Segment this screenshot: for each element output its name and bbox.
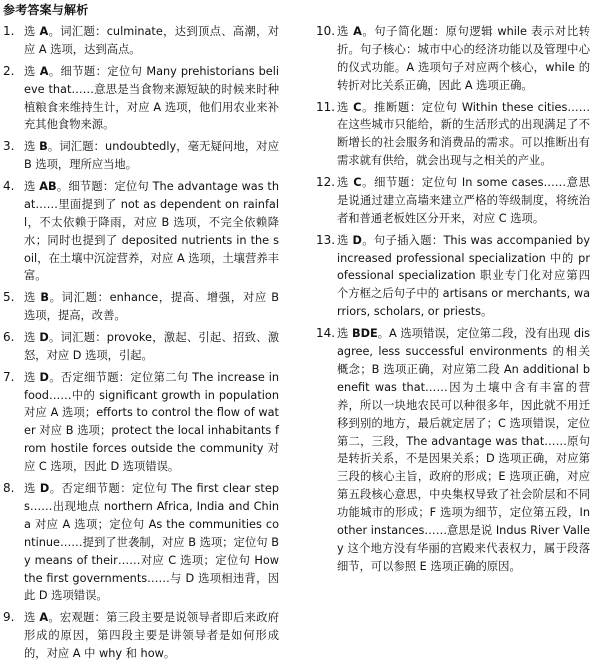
answer-number: 6. [3,329,15,344]
answer-text: 。推断题：定位句 Within these cities……在这些城市只能给，新的生活形式的出现满足了不断增长的社会服务和消费品的需求。可以推断出有需求就有供给，就会出现与之相关的产业。 [337,100,590,168]
answer-item [3,63,279,135]
answer-number: 10. [316,24,336,38]
answer-text: 。词汇题：enhance，提高、增强，对应 B 选项，提高，改善。 [24,291,280,323]
answer-choice: C [353,100,362,114]
answer-prefix: 选 [24,25,40,38]
answer-text: 。宏观题：第三段主要是说领导者即后来政府形成的原因，第四段主要是讲领导者是如何形成的，对应 A 中 why 和 how。 [24,611,279,661]
answer-explanation [24,138,279,174]
answer-number: 4. [3,178,15,193]
answer-item [316,174,590,228]
answer-prefix: 选 [24,481,40,495]
answer-explanation [24,63,279,135]
answer-prefix: 选 [24,330,40,344]
answer-text: 。否定细节题：定位第二句 The increase in food……中的 significant growth in population 对应 A 选项；efforts to control the flow of water 对应 B 选项；protect the local inhabitants from hostile forces outside the community 对应 C 选项，因此 D 选项错误。 [24,370,279,474]
answer-text: 。细节题：定位句 The advantage was that……里面提到了 not as dependent on rainfall，不太依赖于降雨，对应 B 选项，不完全依赖降水；同时也提到了 deposited nutrients in the soil，在土壤中沉淀营养，对应 A 选项，土壤营养丰富。 [24,179,279,283]
answer-text: 。细节题：定位句 Many prehistorians believe that……意思是当食物来源短缺的时候来时种植粮食来维持生计，对应 A 选项，他们用农业来补充其他食物来源。 [24,64,280,132]
answer-explanation [337,325,590,576]
answer-prefix: 选 [24,64,40,78]
answer-number: 3. [3,139,15,154]
answer-choice: A [39,64,49,78]
answer-prefix: 选 [24,370,40,384]
answer-explanation [24,609,279,663]
answer-text: 。A 选项错误，定位第二段，没有出现 disagree, less successful environments 的相关概念；B 选项正确，对应第二段 An additional benefit was that……因为土壤中含有丰富的营养，所以一块地农民可以种很多年，因此就不用迁移到别的地方，最后就定居了；C 选项错误，定位第二，三段，The advantage was that……原句是转折关系，不是因果关系；D 选项正确，对应第三段的核心主旨，政府的形成；E 选项正确，对应第五段核心意思，中央集权导致了社会阶层和不同功能城市的形成；F 选项为细节，定位第五段，In other instances……意思是说 Indus River Valley 这个地方没有华丽的宫殿来代表权力，属于段落细节，可以参照 E 选项正确的原因。 [337,327,591,573]
left-column [3,23,279,667]
answer-item [3,609,279,663]
answer-item [3,369,279,476]
answer-item [316,23,590,95]
answer-number: 11. [316,99,336,114]
answer-item [3,138,279,174]
answer-choice: B [40,291,49,305]
answer-text: 。句子简化题：原句逻辑 while 表示对比转折。句子核心：城市中心的经济功能以及管理中心的仪式功能。A 选项句子对应两个核心，while 的转折对比关系正确，因此 A 选项正确。 [337,25,591,92]
answer-choice: B [39,140,48,154]
answer-prefix: 选 [24,179,40,193]
answer-prefix: 选 [24,611,40,625]
answer-item [316,99,590,171]
answer-text: 。否定细节题：定位句 The first clear steps……出现地点 northern Africa, India and China 对应 A 选项；定位句 As the communities continue……提到了世袭制，对应 B 选项；定位句 By means of their……对应 C 选项；定位句 How the first governments……与 D 选项相违背，因此 D 选项错误。 [24,481,279,603]
answer-choice: D [39,370,49,384]
answer-number: 14. [316,326,336,341]
answer-number: 13. [316,232,336,247]
answer-text: 。句子插入题：This was accompanied by increased professional specialization 中的 professional specialization 职业专门化对应第四个方框之后句子中的 artisans or merchants, warriors, scholars, or priests。 [337,233,591,319]
answer-number: 2. [3,63,15,78]
answer-number: 1. [3,24,15,38]
answer-item [3,23,279,59]
page-heading: 参考答案与解析 [3,3,89,17]
answer-text: 。词汇题：culminate，达到顶点、高潮，对应 A 选项，达到高点。 [24,25,279,56]
answer-item [3,178,279,285]
answer-choice: D [39,481,50,495]
answer-number: 8. [3,480,15,495]
answer-explanation [24,480,279,605]
answer-choice: D [352,233,362,247]
answer-number: 7. [3,369,15,384]
answer-prefix: 选 [337,25,354,38]
answer-explanation [337,23,590,95]
answer-choice: D [39,330,49,344]
answer-prefix: 选 [337,100,354,114]
answer-choice: A [39,611,49,625]
answer-item [316,232,590,322]
answer-prefix: 选 [337,327,352,341]
answer-explanation [24,178,279,285]
answer-choice: A [353,25,362,38]
answer-item [316,325,590,576]
answer-explanation [337,174,590,228]
answer-choice: BDE [351,327,378,341]
answer-explanation [24,369,279,476]
answer-text: 。词汇题：undoubtedly，毫无疑问地，对应 B 选项，理所应当地。 [24,140,280,172]
answer-prefix: 选 [337,233,353,247]
right-column [316,23,590,580]
answer-number: 12. [316,175,336,190]
answer-explanation [24,23,279,59]
answer-prefix: 选 [337,176,354,190]
answer-choice: AB [39,179,57,193]
answer-text: 。词汇题：provoke，激起、引起、招致、激怒，对应 D 选项，引起。 [24,330,280,362]
answer-prefix: 选 [24,291,41,305]
answer-explanation [337,99,590,171]
answer-explanation [24,329,279,365]
answer-explanation [24,289,279,325]
answer-text: 。细节题：定位句 In some cases……意思是说通过建立高墙来建立严格的等级制度，将统治者和普通老板姓区分开来，对应 C 选项。 [337,176,590,225]
answer-item [3,480,279,605]
answer-prefix: 选 [24,140,40,154]
answer-number: 9. [3,610,15,625]
answer-number: 5. [3,290,15,305]
answer-choice: A [39,25,49,38]
answer-item [3,289,279,325]
answer-item [3,329,279,365]
answer-explanation [337,232,590,322]
answer-choice: C [353,176,362,190]
